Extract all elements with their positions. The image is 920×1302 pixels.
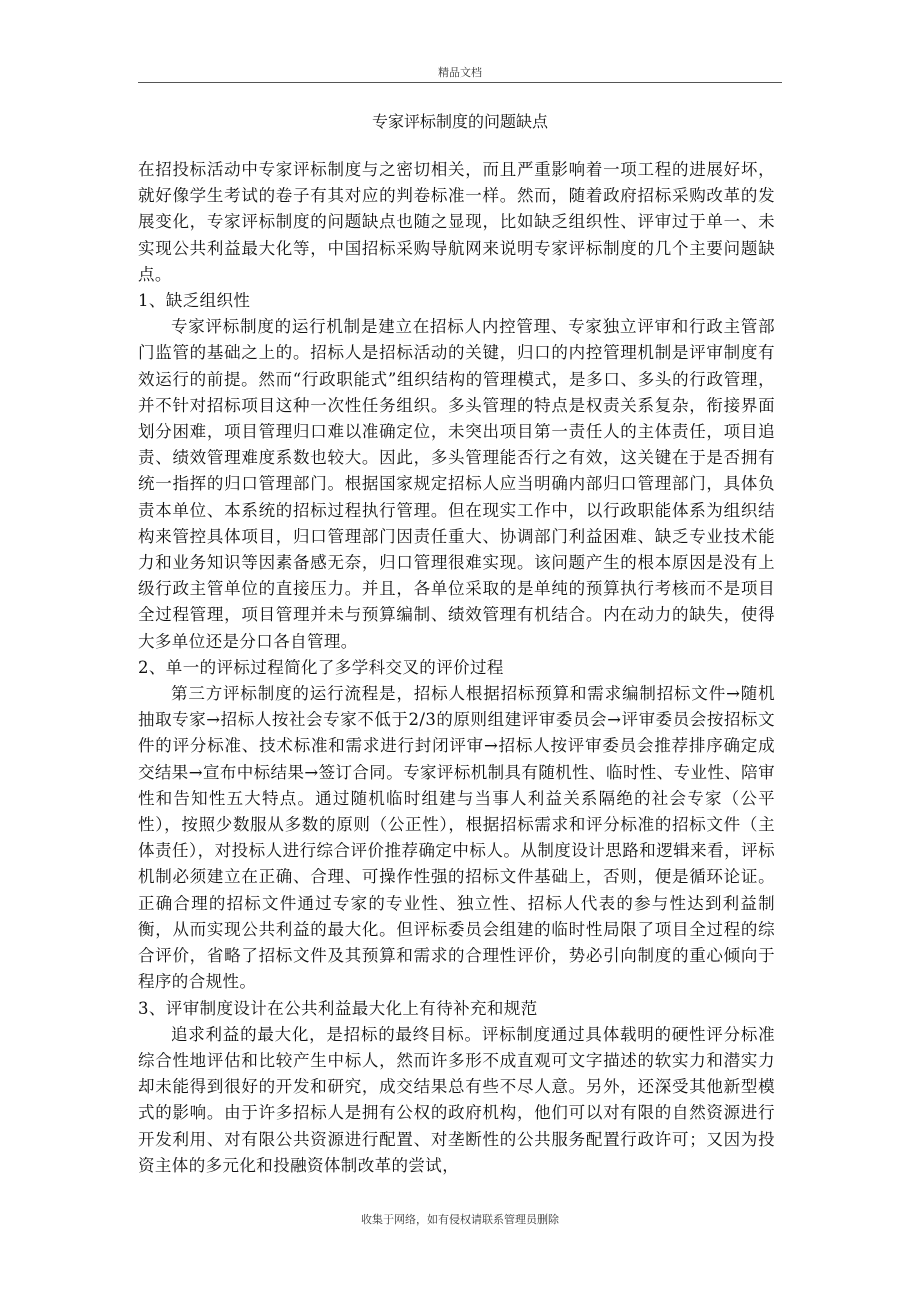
header-divider [138,82,782,83]
section-heading-2: 2、单一的评标过程简化了多学科交叉的评价过程 [138,657,504,677]
section-paragraph-1: 专家评标制度的运行机制是建立在招标人内控管理、专家独立评审和行政主管部门监管的基础之上的。招标人是招标活动的关键，归口的内控管理机制是评审制度有效运行的前提。然而“行政职能式”组织结构的管理模式，是多口、多头的行政管理，并不针对招标项目这种一次性任务组织。多头管理的特点是权责关系复杂，衔接界面划分困难，项目管理归口难以准确定位，未突出项目第一责任人的主体责任，项目追责、绩效管理难度系数也较大。因此，多头管理能否行之有效，这关键在于是否拥有统一指挥的归口管理部门。根据国家规定招标人应当明确内部归口管理部门，具体负责本单位、本系统的招标过程执行管理。但在现实工作中，以行政职能体系为组织结构来管控具体项目，归口管理部门因责任重大、协调部门利益困难、缺乏专业技术能力和业务知识等因素备感无奈，归口管理很难实现。该问题产生的根本原因是没有上级行政主管单位的直接压力。并且，各单位采取的是单纯的预算执行考核而不是项目全过程管理，项目管理并未与预算编制、绩效管理有机结合。内在动力的缺失，使得大多单位还是分口各自管理。 [138,317,775,651]
section-heading-1: 1、缺乏组织性 [138,291,251,311]
intro-paragraph: 在招投标活动中专家评标制度与之密切相关，而且严重影响着一项工程的进展好坏，就好像学生考试的卷子有其对应的判卷标准一样。然而，随着政府招标采购改革的发展变化，专家评标制度的问题缺点也随之显现，比如缺乏组织性、评审过于单一、未实现公共利益最大化等，中国招标采购导航网来说明专家评标制度的几个主要问题缺点。 [138,160,775,284]
document-body [138,157,775,1179]
document-title: 专家评标制度的问题缺点 [371,112,548,131]
page-header-label: 精品文档 [438,66,482,79]
section-paragraph-2: 第三方评标制度的运行流程是，招标人根据招标预算和需求编制招标文件→随机抽取专家→招标人按社会专家不低于2/3的原则组建评审委员会→评审委员会按招标文件的评分标准、技术标准和需求进行封闭评审→招标人按评审委员会推荐排序确定成交结果→宣布中标结果→签订合同。专家评标机制具有随机性、临时性、专业性、陪审性和告知性五大特点。通过随机临时组建与当事人利益关系隔绝的社会专家（公平性），按照少数服从多数的原则（公正性），根据招标需求和评分标准的招标文件（主体责任），对投标人进行综合评价推荐确定中标人。从制度设计思路和逻辑来看，评标机制必须建立在正确、合理、可操作性强的招标文件基础上，否则，便是循环论证。正确合理的招标文件通过专家的专业性、独立性、招标人代表的参与性达到利益制衡，从而实现公共利益的最大化。但评标委员会组建的临时性局限了项目全过程的综合评价，省略了招标文件及其预算和需求的合理性评价，势必引向制度的重心倾向于程序的合规性。 [138,684,775,992]
section-heading-3: 3、评审制度设计在公共利益最大化上有待补充和规范 [138,998,538,1018]
page-footer-label: 收集于网络，如有侵权请联系管理员删除 [361,1213,559,1226]
section-paragraph-3: 追求利益的最大化，是招标的最终目标。评标制度通过具体载明的硬性评分标准综合性地评估和比较产生中标人，然而许多形不成直观可文字描述的软实力和潜实力却未能得到很好的开发和研究，成交结果总有些不尽人意。另外，还深受其他新型模式的影响。由于许多招标人是拥有公权的政府机构，他们可以对有限的自然资源进行开发利用、对有限公共资源进行配置、对垄断性的公共服务配置行政许可；又因为投资主体的多元化和投融资体制改革的尝试， [138,1024,775,1175]
